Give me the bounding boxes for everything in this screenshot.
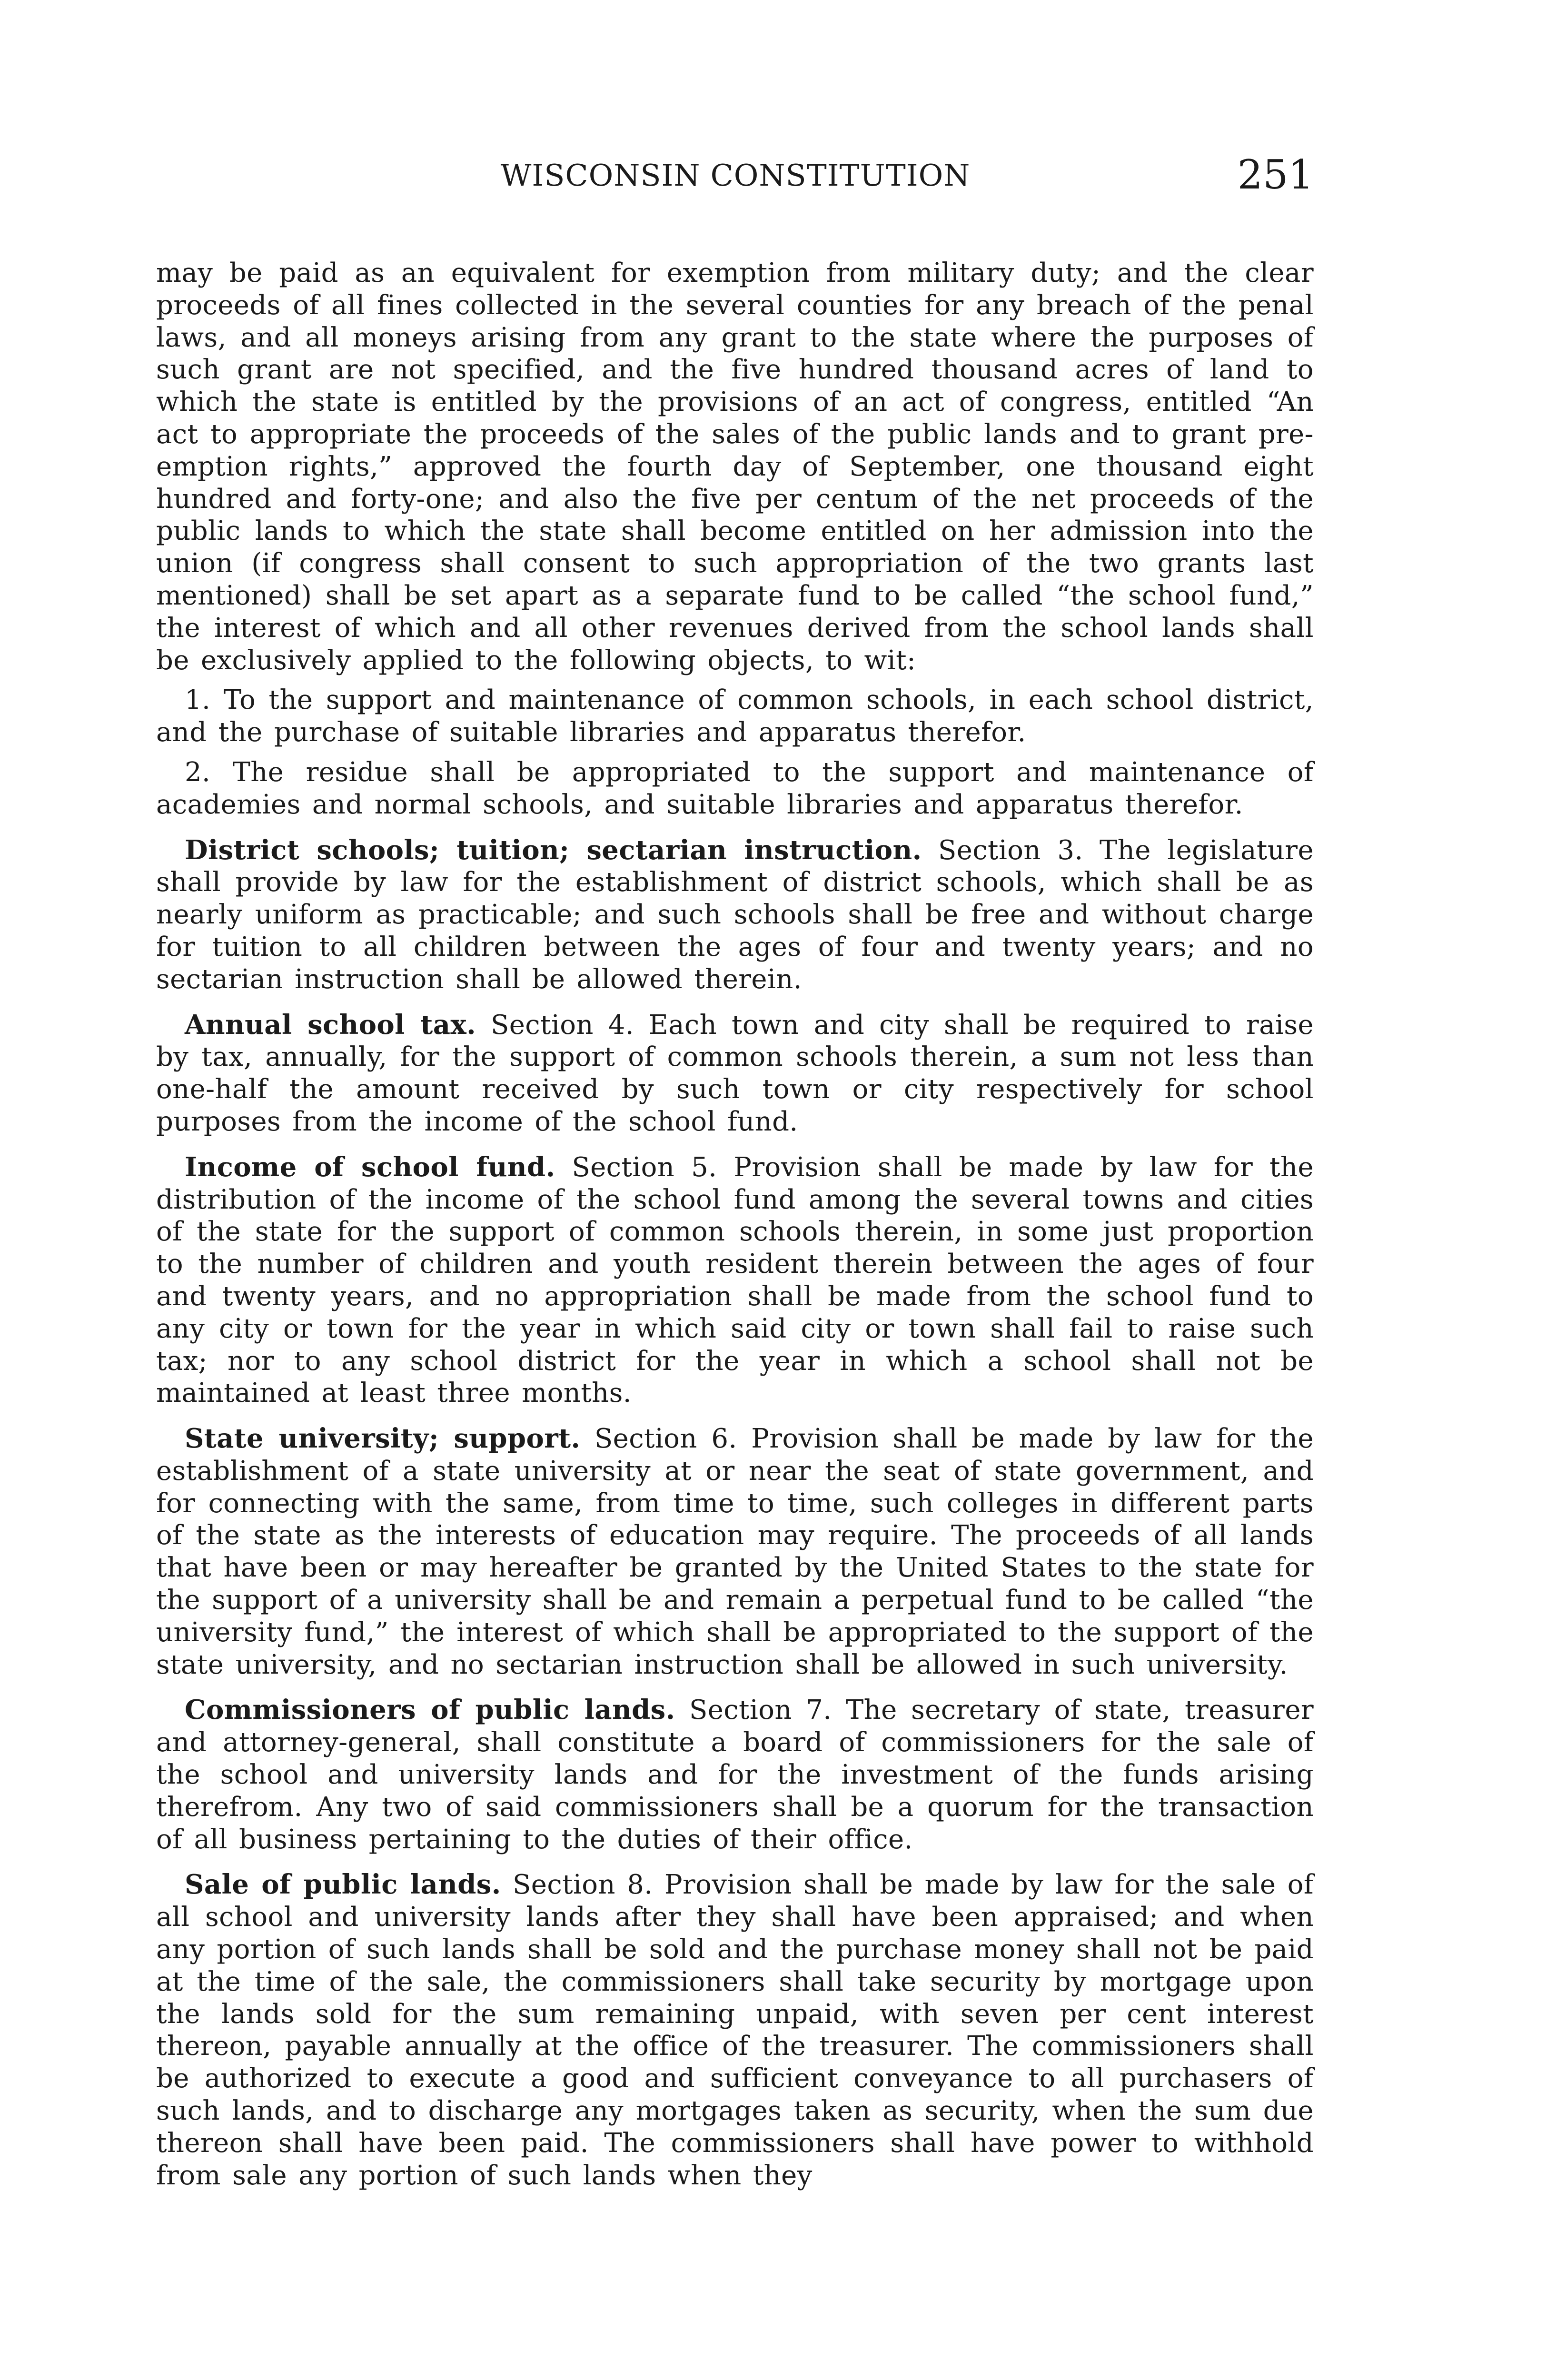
- section-3-paragraph: [156, 834, 1314, 996]
- section-6-heading: State university; support.: [185, 1423, 581, 1455]
- section-3-number: Section 3.: [938, 834, 1083, 866]
- continuation-paragraph: may be paid as an equivalent for exemption from military duty; and the clear proceeds of all fines collected in the several counties for any breach of the penal laws, and all moneys arising from any grant to the state where the purposes of such grant are not specified, and the five hundred thousand acres of land to which the state is entitled by the provisions of an act of congress, entitled “An act to appropriate the proceeds of the sales of the public lands and to grant pre-emption rights,” approved the fourth day of September, one thousand eight hundred and forty-one; and also the five per centum of the net proceeds of the public lands to which the state shall become entitled on her admission into the union (if congress shall consent to such appropriation of the two grants last mentioned) shall be set apart as a separate fund to be called “the school fund,” the interest of which and all other revenues derived from the school lands shall be exclusively applied to the following objects, to wit:: [156, 258, 1314, 676]
- section-6-paragraph: [156, 1423, 1314, 1681]
- running-title: WISCONSIN CONSTITUTION: [500, 158, 971, 193]
- section-3-text: The legislature shall provide by law for the establishment of district schools, which shall be as nearly uniform as practicable; and such schools shall be free and without charge for tuition to all children between the ages of four and twenty years; and no sectarian instruction shall be allowed therein.: [156, 834, 1314, 995]
- section-8-paragraph: [156, 1869, 1314, 2192]
- section-6-text: Provision shall be made by law for the establishment of a state university at or near the seat of state government, and for connecting with the same, from time to time, such colleges in different parts of the state as the interests of education may require. The proceeds of all lands that have been or may hereafter be granted by the United States to the state for the support of a university shall be and remain a perpetual fund to be called “the university fund,” the interest of which shall be appropriated to the support of the state university, and no sectarian instruction shall be allowed in such university.: [156, 1423, 1314, 1680]
- section-3-heading: District schools; tuition; sectarian instruction.: [185, 834, 922, 866]
- section-7-number: Section 7.: [689, 1695, 832, 1726]
- section-8-heading: Sale of public lands.: [185, 1869, 501, 1901]
- list-item-2: 2. The residue shall be appropriated to the support and maintenance of academies and normal schools, and suitable libraries and apparatus therefor.: [156, 756, 1314, 820]
- section-5-paragraph: [156, 1151, 1314, 1409]
- section-7-heading: Commissioners of public lands.: [185, 1694, 675, 1726]
- body-text: [156, 257, 1314, 2192]
- section-7-paragraph: [156, 1694, 1314, 1855]
- section-4-text: Each town and city shall be required to raise by tax, annually, for the support of common schools therein, a sum not less than one-half the amount received by such town or city respectively for school purposes from the income of the school fund.: [156, 1009, 1314, 1137]
- page-number: 251: [1237, 151, 1314, 198]
- section-8-number: Section 8.: [513, 1869, 653, 1901]
- running-header: [157, 151, 1314, 199]
- section-7-text: The secretary of state, treasurer and attorney-general, shall constitute a board of commissioners for the sale of the school and university lands and for the investment of the funds arising therefrom. Any two of said commissioners shall be a quorum for the transaction of all business pertaining to the duties of their office.: [156, 1695, 1314, 1855]
- section-4-heading: Annual school tax.: [185, 1009, 476, 1041]
- list-item-1: 1. To the support and maintenance of common schools, in each school district, and the purchase of suitable libraries and apparatus therefor.: [156, 684, 1314, 748]
- section-8-text: Provision shall be made by law for the sale of all school and university lands after they shall have been appraised; and when any portion of such lands shall be sold and the purchase money shall not be paid at the time of the sale, the commissioners shall take security by mortgage upon the lands sold for the sum remaining unpaid, with seven per cent interest thereon, payable annually at the office of the treasurer. The commissioners shall be authorized to execute a good and sufficient conveyance to all purchasers of such lands, and to discharge any mortgages taken as security, when the sum due thereon shall have been paid. The commissioners shall have power to withhold from sale any portion of such lands when they: [156, 1869, 1314, 2191]
- section-4-paragraph: [156, 1009, 1314, 1138]
- section-5-text: Provision shall be made by law for the distribution of the income of the school fund among the several towns and cities of the state for the support of common schools therein, in some just proportion to the number of children and youth resident therein between the ages of four and twenty years, and no appropriation shall be made from the school fund to any city or town for the year in which said city or town shall fail to raise such tax; nor to any school district for the year in which a school shall not be maintained at least three months.: [156, 1151, 1314, 1409]
- section-6-number: Section 6.: [594, 1423, 737, 1455]
- section-5-heading: Income of school fund.: [185, 1151, 555, 1183]
- section-4-number: Section 4.: [490, 1009, 634, 1041]
- section-5-number: Section 5.: [572, 1151, 717, 1183]
